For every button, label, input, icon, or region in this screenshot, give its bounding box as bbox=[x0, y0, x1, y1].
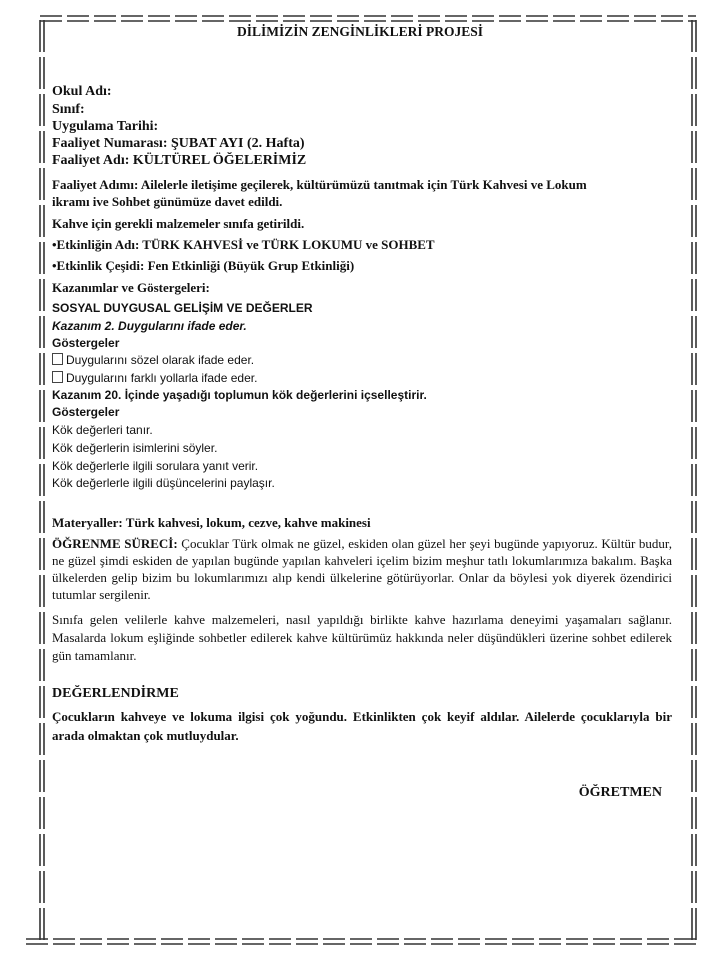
uygulama-tarihi: Uygulama Tarihi: bbox=[52, 119, 159, 134]
gostergeler-2-heading: Göstergeler bbox=[52, 405, 120, 419]
okul-adi: Okul Adı: bbox=[52, 84, 112, 99]
ogrenme-sureci-paragraph bbox=[52, 535, 672, 603]
kazanim-2: Kazanım 2. Duygularını ifade eder. bbox=[52, 319, 247, 333]
page-title: DİLİMİZİN ZENGİNLİKLERİ PROJESİ bbox=[236, 24, 484, 39]
gostergeler-1-heading: Göstergeler bbox=[52, 336, 120, 350]
gosterge-2-item: Kök değerleri tanır. bbox=[52, 423, 153, 437]
gosterge-2-item: Kök değerlerle ilgili sorulara yanıt verir. bbox=[52, 459, 259, 473]
gelisim-alani: SOSYAL DUYGUSAL GELİŞİM VE DEĞERLER bbox=[52, 301, 313, 315]
materyaller: Materyaller: Türk kahvesi, lokum, cezve, kahve makinesi bbox=[52, 515, 371, 530]
faaliyet-numarasi: Faaliyet Numarası: ŞUBAT AYI (2. Hafta) bbox=[52, 136, 305, 151]
gosterge-2-item: Kök değerlerin isimlerini söyler. bbox=[52, 441, 218, 455]
degerlendirme-text: Çocukların kahveye ve lokuma ilgisi çok yoğundu. Etkinlikten çok keyif aldılar. Ailelerde çocuklarıyla bir arada olmaktan çok mutluydular. bbox=[52, 709, 672, 743]
gosterge-1-item: Duygularını sözel olarak ifade eder. bbox=[52, 353, 254, 367]
ogrenme-sureci-label: ÖĞRENME SÜRECİ: bbox=[52, 536, 178, 551]
kazanim-20: Kazanım 20. İçinde yaşadığı toplumun kök değerlerini içselleştirir. bbox=[52, 388, 427, 402]
ogrenme-sureci-paragraph-2: Sınıfa gelen velilerle kahve malzemeleri, nasıl yapıldığı birlikte kahve hazırlama deneyimi yaşamaları sağlanır. Masalarda lokum eşliğinde sohbetler edilerek kahve kültürümüz hakkında neler düşündükleri üzerine sohbet edilerek gün tamamlanır. bbox=[52, 612, 672, 663]
ogretmen-signature-label: ÖĞRETMEN bbox=[578, 785, 662, 800]
degerlendirme-heading: DEĞERLENDİRME bbox=[52, 686, 179, 701]
sinif: Sınıf: bbox=[52, 102, 85, 117]
faaliyet-adimi-line-2: ikramı ive Sohbet günümüze davet edildi. bbox=[52, 194, 283, 209]
etkinlik-adi: •Etkinliğin Adı: TÜRK KAHVESİ ve TÜRK LOKUMU ve SOHBET bbox=[52, 237, 435, 252]
faaliyet-adimi-line-1: Faaliyet Adımı: Ailelerle iletişime geçilerek, kültürümüzü tanıtmak için Türk Kahvesi ve Lokum bbox=[52, 177, 587, 192]
faaliyet-adi: Faaliyet Adı: KÜLTÜREL ÖĞELERİMİZ bbox=[52, 153, 307, 168]
gosterge-2-item: Kök değerlerle ilgili düşüncelerini paylaşır. bbox=[52, 476, 275, 490]
kazanimlar-heading: Kazanımlar ve Göstergeleri: bbox=[52, 280, 210, 295]
missing-glyph-icon bbox=[52, 353, 63, 365]
missing-glyph-icon bbox=[52, 371, 63, 383]
ogrenme-sureci-text: Çocuklar Türk olmak ne güzel, eskiden olan güzel her şeyi bugünde yapıyoruz. Kültür budur, ne güzel şimdi eskiden de yapılan bugünde yapılan kahveleri içelim bizim meşhur tatlı lokumlarımıza bakalım. Başka ülkelerden gelip bizim bu lokumlarımızı alıp kendi ülkelerine götürüyorlar. Onlar da böylesi yok diyerek özendirici tutumlar sergilenir. bbox=[52, 536, 672, 602]
gosterge-1-item: Duygularını farklı yollarla ifade eder. bbox=[52, 371, 257, 385]
etkinlik-cesidi: •Etkinlik Çeşidi: Fen Etkinliği (Büyük Grup Etkinliği) bbox=[52, 258, 355, 273]
malzeme-line: Kahve için gerekli malzemeler sınıfa getirildi. bbox=[52, 216, 305, 231]
